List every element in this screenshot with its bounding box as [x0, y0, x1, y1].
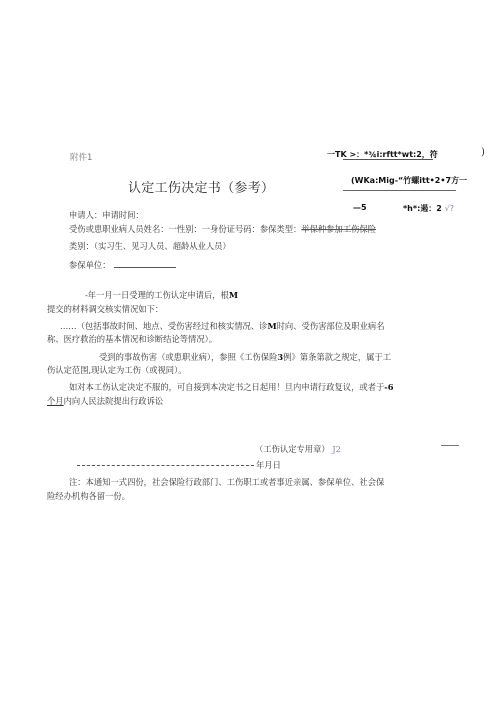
document-title: 认定工伤决定书（参考） — [128, 181, 275, 196]
paragraph-1-line-2: 提交的材料调交核实情况如下： — [47, 304, 164, 314]
p3-post: 例》第条第款之规定，属于工 — [283, 352, 392, 362]
p3-pre: 受到的事故伤害（或患职业病），参照《工伤保险 — [99, 352, 278, 362]
note-line-1: 注：本通知一式四份，社会保险行政部门、工伤职工或者事近亲属、参保单位、社会保 — [69, 477, 385, 487]
p4-bold: -6 — [384, 382, 394, 392]
note-line-2: 险经办机构各留一份。 — [47, 491, 130, 501]
paragraph-1-line-1 — [85, 289, 238, 301]
insurance-type-struck: 举保种参加工伤保险 — [301, 224, 377, 234]
seal-label — [255, 443, 341, 455]
paragraph-4-line-1 — [69, 381, 394, 393]
category-field: 类别：（实习生、见习人员、超龄从业人员） — [69, 241, 231, 251]
paragraph-3-line-2: 伤认定范围,现认定为工伤（或视同）。 — [47, 365, 187, 375]
p1-bold: M — [228, 290, 239, 300]
applicant-field: 申请人：申请时间： — [69, 210, 144, 220]
header-overlay-line1: 一TK >：*¾i:rftt*wt:2，符 — [327, 150, 438, 159]
seal-mark: J2 — [332, 444, 341, 454]
p2-pre: ……（包括事故时间、地点、受伤害经过和核实情况、诊 — [60, 321, 268, 331]
paragraph-2-line-2: 称、医疗救治的基本情况和诊断结论等情况）。 — [47, 334, 218, 344]
p4-underlined: 个月 — [47, 396, 64, 406]
header-overlay-rule-2 — [343, 190, 456, 191]
p3-bold: 3 — [277, 352, 284, 362]
header-overlay-check-mark: √? — [444, 204, 454, 213]
paragraph-3-line-1 — [99, 351, 391, 363]
header-overlay-rule — [343, 159, 433, 160]
header-overlay-line3-text: *h*:遏：2 — [403, 204, 442, 213]
injured-person-field — [69, 223, 376, 235]
insured-unit-label: 参保单位： — [69, 260, 111, 270]
attachment-label: 附件1 — [70, 153, 93, 163]
p2-post: 时向、受伤害部位及职业病名 — [276, 321, 385, 331]
seal-dash — [441, 445, 459, 446]
p4-rest: 内向人民法院提出行政诉讼 — [63, 396, 164, 406]
insured-unit-blank — [114, 258, 176, 268]
p4-text: 如对本工伤认定决定不服的，可自接到本决定书之日起用！旦内申请行政复议，或者于 — [69, 382, 385, 392]
p2-bold: M — [267, 321, 277, 331]
paragraph-2-line-1 — [60, 320, 385, 332]
seal-text: （工伤认定专用章） — [255, 444, 330, 454]
injured-person-label: 受伤或患职业病人员姓名：一性别：一身份证号码：参保类型： — [69, 224, 302, 234]
paragraph-4-line-2 — [47, 395, 163, 407]
header-overlay-line2: (WKa:Mig-“竹螺itt•2•7方一 — [351, 176, 468, 185]
date-suffix: 年月日 — [256, 460, 281, 470]
date-dash-line — [77, 465, 254, 466]
header-overlay-paren: ) — [481, 147, 485, 158]
header-overlay-line3-right — [403, 203, 454, 214]
p1-text: -年一月一日受理的工伤认定申请后，根 — [85, 290, 229, 300]
insured-unit-field — [69, 258, 176, 271]
header-overlay-line3-left: —5 — [353, 203, 367, 212]
